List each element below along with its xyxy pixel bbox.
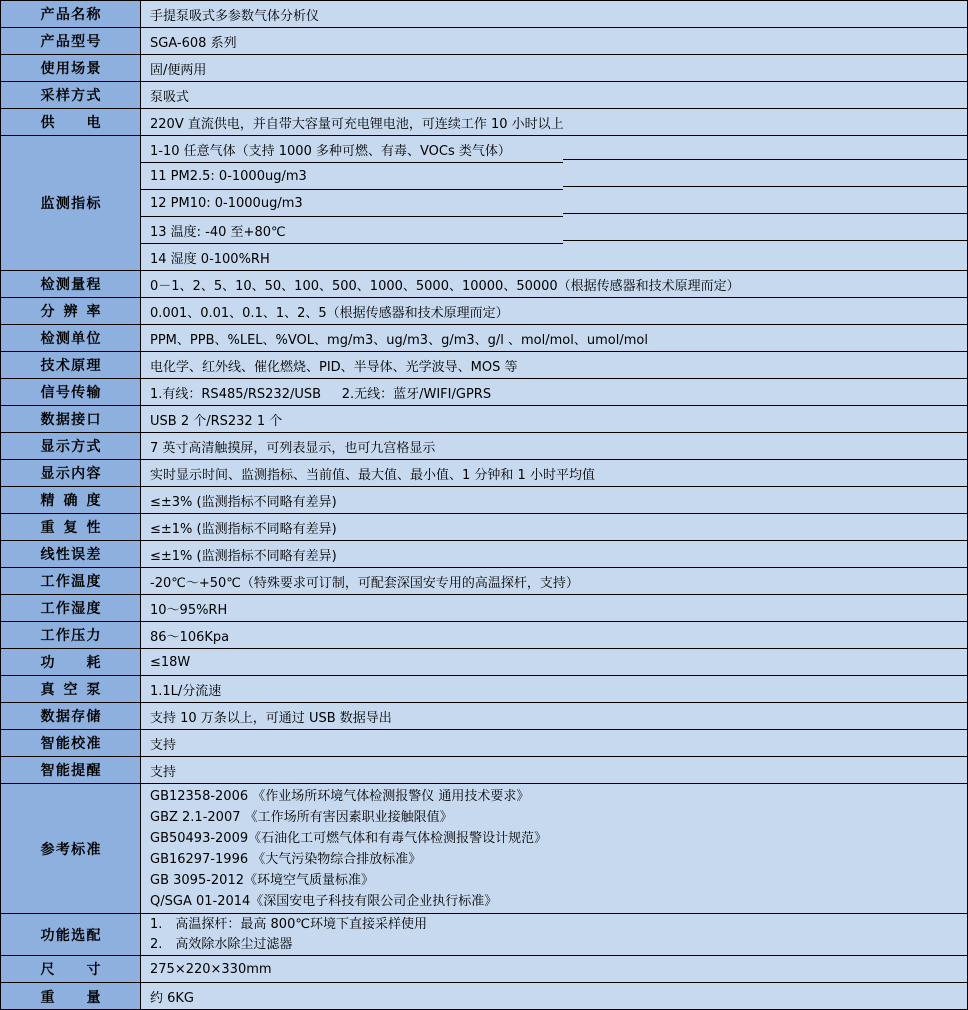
- monitoring-item: [141, 190, 967, 217]
- label-text: 精确度: [40, 493, 101, 509]
- row-display-content: [1, 460, 967, 487]
- value-text: 支持 10 万条以上，可通过 USB 数据导出: [150, 710, 392, 726]
- reference-standards-list: [141, 784, 967, 913]
- row-vacuum-pump: [1, 676, 967, 703]
- row-value: [141, 983, 967, 1010]
- reference-standard-line: Q/SGA 01-2014《深国安电子科技有限公司企业执行标准》: [150, 893, 498, 909]
- monitoring-item: [141, 244, 967, 271]
- row-optional-features: [1, 914, 967, 956]
- row-smart-reminder: [1, 757, 967, 784]
- row-label: [1, 568, 141, 594]
- row-display-mode: [1, 433, 967, 460]
- value-text: 0.001、0.01、0.1、1、2、5（根据传感器和技术原理而定）: [150, 305, 509, 321]
- monitoring-item: [141, 217, 967, 244]
- row-repeatability: [1, 514, 967, 541]
- row-value: [141, 568, 967, 594]
- row-working-humidity: [1, 595, 967, 622]
- row-label: [1, 703, 141, 729]
- value-text: USB 2 个/RS232 1 个: [150, 413, 283, 429]
- row-label: [1, 460, 141, 486]
- row-label: [1, 379, 141, 405]
- row-value: [141, 271, 967, 297]
- value-text: ≤±3% (监测指标不同略有差异): [150, 494, 337, 510]
- value-text: 固/便两用: [150, 62, 207, 78]
- row-smart-calibration: [1, 730, 967, 757]
- label-text: 采样方式: [40, 88, 101, 104]
- label-text: 供电: [40, 115, 101, 131]
- label-text: 工作压力: [40, 628, 101, 644]
- label-text: 工作温度: [40, 574, 101, 590]
- optional-feature-line: 1. 高温探杆：最高 800℃环境下直接采样使用: [150, 916, 427, 932]
- row-value: [141, 1, 967, 27]
- label-text: 产品型号: [40, 34, 101, 50]
- value-text: 手提泵吸式多参数气体分析仪: [150, 8, 320, 24]
- row-label: [1, 676, 141, 702]
- value-text: 7 英寸高清触摸屏，可列表显示，也可九宫格显示: [150, 440, 436, 456]
- row-value: [141, 487, 967, 513]
- label-text: 数据存储: [40, 709, 101, 725]
- row-label: [1, 109, 141, 135]
- row-accuracy: [1, 487, 967, 514]
- value-text: ≤±1% (监测指标不同略有差异): [150, 548, 337, 564]
- reference-standard-line: GB12358-2006 《作业场所环境气体检测报警仪 通用技术要求》: [150, 788, 530, 804]
- reference-standard-line: GBZ 2.1-2007 《工作场所有害因素职业接触限值》: [150, 809, 453, 825]
- monitoring-item: [141, 136, 967, 163]
- row-label: [1, 433, 141, 459]
- label-text: 智能校准: [40, 736, 101, 752]
- value-text: 支持: [150, 737, 177, 753]
- row-label: [1, 487, 141, 513]
- label-text: 工作湿度: [40, 601, 101, 617]
- row-label: [1, 514, 141, 540]
- value-text: 10～95%RH: [150, 602, 228, 618]
- row-value: [141, 541, 967, 567]
- row-label: [1, 271, 141, 297]
- monitoring-item: [141, 163, 967, 190]
- value-text: 11 PM2.5: 0-1000ug/m3: [150, 169, 307, 184]
- value-text: 1.有线：RS485/RS232/USB 2.无线：蓝牙/WIFI/GPRS: [150, 386, 492, 402]
- row-label: [1, 956, 141, 982]
- row-monitoring-indicators: [1, 136, 967, 271]
- row-value: [141, 109, 967, 135]
- optional-features-list: [141, 914, 967, 955]
- row-usage-scene: [1, 55, 967, 82]
- row-label: [1, 55, 141, 81]
- label-text: 分辨率: [40, 304, 101, 320]
- row-power-consumption: [1, 649, 967, 676]
- row-linearity-error: [1, 541, 967, 568]
- value-text: SGA-608 系列: [150, 35, 237, 51]
- label-text: 尺寸: [40, 962, 101, 978]
- label-text: 重复性: [40, 520, 101, 536]
- value-text: 275×220×330mm: [150, 961, 272, 977]
- value-text: 支持: [150, 764, 177, 780]
- row-label: [1, 649, 141, 675]
- row-detection-range: [1, 271, 967, 298]
- row-value: [141, 379, 967, 405]
- value-text: 实时显示时间、监测指标、当前值、最大值、最小值、1 分钟和 1 小时平均值: [150, 467, 595, 483]
- row-working-pressure: [1, 622, 967, 649]
- value-text: 220V 直流供电，并自带大容量可充电锂电池，可连续工作 10 小时以上: [150, 116, 564, 132]
- label-text: 产品名称: [40, 7, 101, 23]
- row-working-temperature: [1, 568, 967, 595]
- row-label: [1, 730, 141, 756]
- reference-standard-line: GB 3095-2012《环境空气质量标准》: [150, 872, 374, 888]
- value-text: 14 湿度 0-100%RH: [150, 252, 270, 267]
- label-text: 使用场景: [40, 61, 101, 77]
- row-value: [141, 730, 967, 756]
- row-power-supply: [1, 109, 967, 136]
- row-value: [141, 28, 967, 54]
- value-text: 13 温度: -40 至+80℃: [150, 225, 286, 240]
- row-label: [1, 406, 141, 432]
- row-label: [1, 82, 141, 108]
- row-value: [141, 55, 967, 81]
- row-data-storage: [1, 703, 967, 730]
- row-label: [1, 298, 141, 324]
- row-label: [1, 325, 141, 351]
- row-value: [141, 352, 967, 378]
- row-label: [1, 136, 141, 270]
- row-label: [1, 541, 141, 567]
- value-text: ≤±1% (监测指标不同略有差异): [150, 521, 337, 537]
- reference-standard-line: GB50493-2009《石油化工可燃气体和有毒气体检测报警设计规范》: [150, 830, 548, 846]
- row-label: [1, 983, 141, 1010]
- row-resolution: [1, 298, 967, 325]
- optional-feature-line: 2. 高效除水除尘过滤器: [150, 936, 293, 952]
- row-label: [1, 784, 141, 913]
- row-value: [141, 82, 967, 108]
- row-value: [141, 406, 967, 432]
- row-value: [141, 649, 967, 675]
- row-value: [141, 595, 967, 621]
- row-detection-unit: [1, 325, 967, 352]
- row-model: [1, 28, 967, 55]
- row-value: [141, 757, 967, 783]
- value-text: 0－1、2、5、10、50、100、500、1000、5000、10000、50000（根据传感器和技术原理而定）: [150, 278, 740, 294]
- row-label: [1, 352, 141, 378]
- label-text: 检测单位: [40, 331, 101, 347]
- row-data-interface: [1, 406, 967, 433]
- monitoring-sublist: [141, 136, 967, 270]
- row-value: [141, 325, 967, 351]
- label-text: 数据接口: [40, 412, 101, 428]
- row-dimensions: [1, 956, 967, 983]
- label-text: 功耗: [40, 655, 101, 671]
- row-value: [141, 676, 967, 702]
- value-text: 12 PM10: 0-1000ug/m3: [150, 196, 303, 211]
- row-value: [141, 956, 967, 982]
- row-value: [141, 622, 967, 648]
- label-text: 检测量程: [40, 277, 101, 293]
- value-text: 泵吸式: [150, 89, 190, 105]
- row-value: [141, 298, 967, 324]
- label-text: 技术原理: [40, 358, 101, 374]
- row-label: [1, 1, 141, 27]
- row-reference-standards: [1, 784, 967, 914]
- value-text: 1-10 任意气体（支持 1000 多种可燃、有毒、VOCs 类气体）: [150, 144, 511, 159]
- row-label: [1, 622, 141, 648]
- value-text: -20℃～+50℃（特殊要求可订制，可配套深国安专用的高温探杆，支持）: [150, 575, 579, 591]
- row-value: [141, 460, 967, 486]
- value-text: 86～106Kpa: [150, 629, 230, 645]
- label-text: 智能提醒: [40, 763, 101, 779]
- label-text: 线性误差: [40, 547, 101, 563]
- label-text: 重量: [40, 989, 101, 1006]
- label-text: 信号传输: [40, 385, 101, 401]
- row-signal-transmission: [1, 379, 967, 406]
- value-text: 约 6KG: [150, 991, 195, 1006]
- label-text: 监测指标: [40, 196, 101, 212]
- row-label: [1, 28, 141, 54]
- row-label: [1, 914, 141, 955]
- row-value: [141, 514, 967, 540]
- row-sampling-method: [1, 82, 967, 109]
- value-text: ≤18W: [150, 654, 191, 670]
- reference-standard-line: GB16297-1996 《大气污染物综合排放标准》: [150, 851, 422, 867]
- label-text: 功能选配: [40, 927, 101, 944]
- label-text: 参考标准: [40, 841, 101, 858]
- row-value: [141, 703, 967, 729]
- row-label: [1, 595, 141, 621]
- row-label: [1, 757, 141, 783]
- value-text: PPM、PPB、%LEL、%VOL、mg/m3、ug/m3、g/m3、g/l 、mol/mol、umol/mol: [150, 332, 648, 348]
- label-text: 真空泵: [40, 682, 101, 698]
- row-technical-principle: [1, 352, 967, 379]
- row-value: [141, 433, 967, 459]
- label-text: 显示内容: [40, 466, 101, 482]
- label-text: 显示方式: [40, 439, 101, 455]
- row-product-name: [1, 1, 967, 28]
- value-text: 1.1L/分流速: [150, 683, 222, 699]
- row-weight: [1, 983, 967, 1010]
- value-text: 电化学、红外线、催化燃烧、PID、半导体、光学波导、MOS 等: [150, 359, 518, 375]
